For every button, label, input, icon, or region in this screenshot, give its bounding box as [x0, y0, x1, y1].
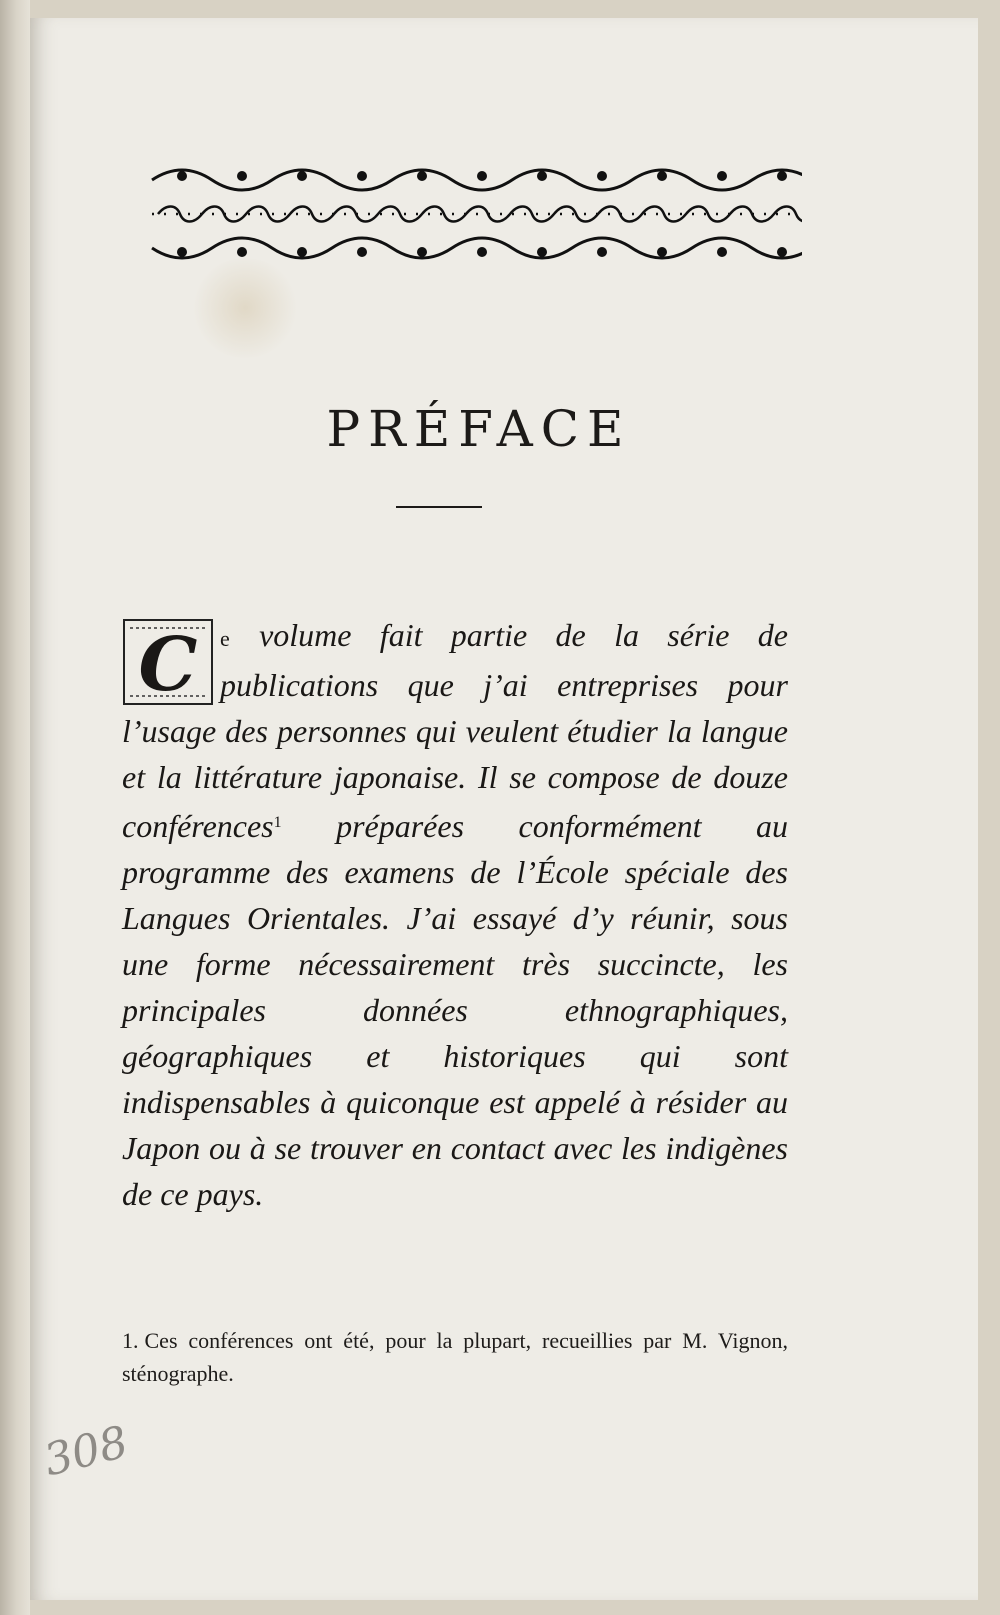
initial-letter: C	[138, 622, 198, 706]
initial-rest: e	[220, 626, 231, 651]
book-page	[30, 18, 978, 1600]
ornamental-header-band	[148, 158, 802, 270]
decorated-initial	[122, 618, 214, 706]
page-title: PRÉFACE	[326, 400, 632, 458]
paper-stain	[190, 258, 300, 358]
book-spine-shadow	[0, 0, 30, 1615]
paragraph-text-1: volume fait partie de la série de publications que j’ai entreprises pour l’usage des personnes qui veulent étudier la langue et la littérature japonaise. Il se compose de douze conférences	[122, 617, 788, 844]
footnote-reference: 1	[273, 814, 282, 831]
paragraph-text-2: préparées conformément au programme des examens de l’École spéciale des Langues Orientales. J’ai essayé d’y réunir, sous une forme nécessairement très succincte, les principales données ethnographiques, géographiques et historiques qui sont indispensables à quiconque est appelé à résider au Japon ou à se trouver en contact avec les indigènes de ce pays.	[122, 808, 788, 1212]
footnote-number: 1.	[122, 1328, 139, 1353]
preface-paragraph	[122, 612, 788, 1217]
footnote	[122, 1324, 788, 1390]
title-rule	[396, 506, 482, 508]
pencil-annotation: 308	[39, 1416, 133, 1487]
footnote-text: Ces conférences ont été, pour la plupart, recueillies par M. Vignon, sténographe.	[122, 1328, 788, 1386]
